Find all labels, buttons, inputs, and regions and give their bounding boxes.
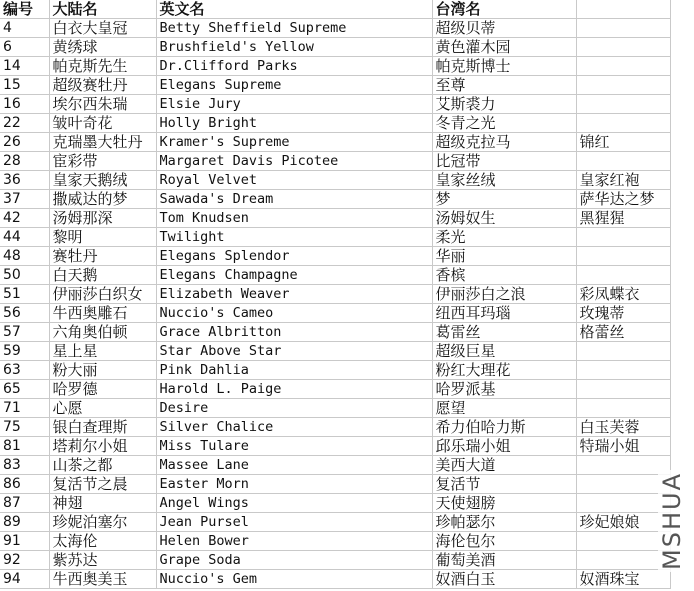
- cell-taiwan-name[interactable]: 超级克拉马: [432, 133, 576, 152]
- cell-english-name[interactable]: Dr.Clifford Parks: [156, 57, 432, 76]
- cell-english-name[interactable]: Miss Tulare: [156, 437, 432, 456]
- cell-mainland-name[interactable]: 神翅: [49, 494, 156, 513]
- cell-alias[interactable]: [576, 19, 670, 38]
- cell-mainland-name[interactable]: 山茶之都: [49, 456, 156, 475]
- cell-id[interactable]: 50: [0, 266, 49, 285]
- table-row: [0, 228, 670, 247]
- cell-english-name[interactable]: Nuccio's Cameo: [156, 304, 432, 323]
- cell-id[interactable]: 44: [0, 228, 49, 247]
- cell-alias[interactable]: [576, 494, 670, 513]
- cell-id[interactable]: 56: [0, 304, 49, 323]
- cell-alias[interactable]: [576, 361, 670, 380]
- cell-mainland-name[interactable]: 珍妮泊塞尔: [49, 513, 156, 532]
- cell-alias[interactable]: [576, 399, 670, 418]
- cell-english-name[interactable]: Royal Velvet: [156, 171, 432, 190]
- cell-taiwan-name[interactable]: 海伦包尔: [432, 532, 576, 551]
- header-cell-mainland-name[interactable]: 大陆名: [49, 0, 156, 19]
- cell-alias[interactable]: [576, 228, 670, 247]
- cell-taiwan-name[interactable]: 柔光: [432, 228, 576, 247]
- cell-mainland-name[interactable]: 黄绣球: [49, 38, 156, 57]
- cell-alias[interactable]: 玫瑰蒂: [576, 304, 670, 323]
- table-row: [0, 513, 670, 532]
- cell-id[interactable]: 71: [0, 399, 49, 418]
- cell-taiwan-name[interactable]: 天使翅膀: [432, 494, 576, 513]
- cell-id[interactable]: 81: [0, 437, 49, 456]
- cell-mainland-name[interactable]: 伊丽莎白织女: [49, 285, 156, 304]
- table-row: [0, 304, 670, 323]
- cell-english-name[interactable]: Elegans Supreme: [156, 76, 432, 95]
- cell-taiwan-name[interactable]: 香槟: [432, 266, 576, 285]
- cell-english-name[interactable]: Star Above Star: [156, 342, 432, 361]
- table-row: [0, 323, 670, 342]
- cell-taiwan-name[interactable]: 超级贝蒂: [432, 19, 576, 38]
- table-row: [0, 361, 670, 380]
- cell-mainland-name[interactable]: 帕克斯先生: [49, 57, 156, 76]
- cell-taiwan-name[interactable]: 艾斯裘力: [432, 95, 576, 114]
- cell-alias[interactable]: [576, 76, 670, 95]
- cell-id[interactable]: 16: [0, 95, 49, 114]
- cell-taiwan-name[interactable]: 奴酒白玉: [432, 570, 576, 589]
- cell-mainland-name[interactable]: 汤姆那深: [49, 209, 156, 228]
- cell-taiwan-name[interactable]: 超级巨星: [432, 342, 576, 361]
- table-row: [0, 475, 670, 494]
- cell-english-name[interactable]: Twilight: [156, 228, 432, 247]
- table-row: [0, 19, 670, 38]
- watermark-text: MSHUA: [658, 472, 686, 570]
- cell-id[interactable]: 26: [0, 133, 49, 152]
- cell-english-name[interactable]: Angel Wings: [156, 494, 432, 513]
- cell-taiwan-name[interactable]: 邱乐瑞小姐: [432, 437, 576, 456]
- cell-taiwan-name[interactable]: 冬青之光: [432, 114, 576, 133]
- cell-mainland-name[interactable]: 哈罗德: [49, 380, 156, 399]
- cell-mainland-name[interactable]: 宦彩带: [49, 152, 156, 171]
- cell-id[interactable]: 22: [0, 114, 49, 133]
- cell-mainland-name[interactable]: 黎明: [49, 228, 156, 247]
- cell-id[interactable]: 37: [0, 190, 49, 209]
- cell-alias[interactable]: 奴酒珠宝: [576, 570, 670, 589]
- cell-english-name[interactable]: Kramer's Supreme: [156, 133, 432, 152]
- table-row: [0, 342, 670, 361]
- cell-english-name[interactable]: Elegans Champagne: [156, 266, 432, 285]
- cell-id[interactable]: 4: [0, 19, 49, 38]
- cell-english-name[interactable]: Easter Morn: [156, 475, 432, 494]
- cell-id[interactable]: 14: [0, 57, 49, 76]
- header-cell-alias[interactable]: [576, 0, 670, 19]
- cell-alias[interactable]: [576, 152, 670, 171]
- cell-english-name[interactable]: Harold L. Paige: [156, 380, 432, 399]
- cell-alias[interactable]: [576, 95, 670, 114]
- cell-mainland-name[interactable]: 皇家天鹅绒: [49, 171, 156, 190]
- table-row: [0, 171, 670, 190]
- cell-id[interactable]: 92: [0, 551, 49, 570]
- cell-id[interactable]: 83: [0, 456, 49, 475]
- cell-id[interactable]: 28: [0, 152, 49, 171]
- table-row: [0, 418, 670, 437]
- header-cell-taiwan-name[interactable]: 台湾名: [432, 0, 576, 19]
- cell-english-name[interactable]: Elizabeth Weaver: [156, 285, 432, 304]
- cell-mainland-name[interactable]: 星上星: [49, 342, 156, 361]
- cell-alias[interactable]: [576, 380, 670, 399]
- cell-english-name[interactable]: Brushfield's Yellow: [156, 38, 432, 57]
- header-cell-id[interactable]: 编号: [0, 0, 49, 19]
- cell-alias[interactable]: 彩凤蝶衣: [576, 285, 670, 304]
- cell-english-name[interactable]: Tom Knudsen: [156, 209, 432, 228]
- cell-alias[interactable]: 特瑞小姐: [576, 437, 670, 456]
- cell-mainland-name[interactable]: 白衣大皇冠: [49, 19, 156, 38]
- cell-mainland-name[interactable]: 心愿: [49, 399, 156, 418]
- cell-taiwan-name[interactable]: 汤姆奴生: [432, 209, 576, 228]
- table-row: [0, 95, 670, 114]
- cell-alias[interactable]: [576, 114, 670, 133]
- cell-alias[interactable]: [576, 266, 670, 285]
- cell-mainland-name[interactable]: 撒威达的梦: [49, 190, 156, 209]
- cell-english-name[interactable]: Grace Albritton: [156, 323, 432, 342]
- cell-id[interactable]: 6: [0, 38, 49, 57]
- cell-alias[interactable]: [576, 38, 670, 57]
- header-cell-english-name[interactable]: 英文名: [156, 0, 432, 19]
- cell-id[interactable]: 36: [0, 171, 49, 190]
- cell-english-name[interactable]: Helen Bower: [156, 532, 432, 551]
- cell-taiwan-name[interactable]: 愿望: [432, 399, 576, 418]
- cell-taiwan-name[interactable]: 伊丽莎白之浪: [432, 285, 576, 304]
- cell-alias[interactable]: [576, 57, 670, 76]
- cell-id[interactable]: 65: [0, 380, 49, 399]
- cell-mainland-name[interactable]: 复活节之晨: [49, 475, 156, 494]
- table-row: [0, 152, 670, 171]
- cell-alias[interactable]: [576, 247, 670, 266]
- cell-taiwan-name[interactable]: 复活节: [432, 475, 576, 494]
- cell-alias[interactable]: [576, 456, 670, 475]
- cell-english-name[interactable]: Margaret Davis Picotee: [156, 152, 432, 171]
- table-row: [0, 133, 670, 152]
- cell-alias[interactable]: 格蕾丝: [576, 323, 670, 342]
- cell-alias[interactable]: 萨华达之梦: [576, 190, 670, 209]
- table-row: [0, 494, 670, 513]
- cell-taiwan-name[interactable]: 帕克斯博士: [432, 57, 576, 76]
- cell-mainland-name[interactable]: 皱叶奇花: [49, 114, 156, 133]
- cell-mainland-name[interactable]: 六角奥伯顿: [49, 323, 156, 342]
- cell-id[interactable]: 59: [0, 342, 49, 361]
- cell-english-name[interactable]: Betty Sheffield Supreme: [156, 19, 432, 38]
- cell-alias[interactable]: 白玉芙蓉: [576, 418, 670, 437]
- cell-mainland-name[interactable]: 塔莉尔小姐: [49, 437, 156, 456]
- cell-english-name[interactable]: Elsie Jury: [156, 95, 432, 114]
- cell-alias[interactable]: 皇家红袍: [576, 171, 670, 190]
- cell-taiwan-name[interactable]: 至尊: [432, 76, 576, 95]
- cell-english-name[interactable]: Sawada's Dream: [156, 190, 432, 209]
- cell-alias[interactable]: [576, 551, 670, 570]
- cell-taiwan-name[interactable]: 希力伯哈力斯: [432, 418, 576, 437]
- cell-english-name[interactable]: Grape Soda: [156, 551, 432, 570]
- cell-id[interactable]: 48: [0, 247, 49, 266]
- cell-taiwan-name[interactable]: 皇家丝绒: [432, 171, 576, 190]
- cell-alias[interactable]: [576, 475, 670, 494]
- cell-taiwan-name[interactable]: 葛雷丝: [432, 323, 576, 342]
- cell-taiwan-name[interactable]: 比冠带: [432, 152, 576, 171]
- cell-id[interactable]: 86: [0, 475, 49, 494]
- cell-alias[interactable]: [576, 532, 670, 551]
- cell-taiwan-name[interactable]: 哈罗派基: [432, 380, 576, 399]
- cell-english-name[interactable]: Massee Lane: [156, 456, 432, 475]
- table-row: [0, 551, 670, 570]
- cell-alias[interactable]: [576, 342, 670, 361]
- cell-alias[interactable]: 黑猩猩: [576, 209, 670, 228]
- cell-mainland-name[interactable]: 埃尔西朱瑞: [49, 95, 156, 114]
- table-row: [0, 570, 670, 589]
- cell-id[interactable]: 15: [0, 76, 49, 95]
- cell-id[interactable]: 89: [0, 513, 49, 532]
- cell-id[interactable]: 63: [0, 361, 49, 380]
- table-row: [0, 57, 670, 76]
- cell-english-name[interactable]: Silver Chalice: [156, 418, 432, 437]
- cell-mainland-name[interactable]: 粉大丽: [49, 361, 156, 380]
- cell-mainland-name[interactable]: 紫苏达: [49, 551, 156, 570]
- cell-english-name[interactable]: Holly Bright: [156, 114, 432, 133]
- table-row: [0, 380, 670, 399]
- cell-mainland-name[interactable]: 牛西奥美玉: [49, 570, 156, 589]
- table-row: [0, 532, 670, 551]
- cell-english-name[interactable]: Desire: [156, 399, 432, 418]
- cell-mainland-name[interactable]: 牛西奥雕石: [49, 304, 156, 323]
- cell-english-name[interactable]: Nuccio's Gem: [156, 570, 432, 589]
- cell-taiwan-name[interactable]: 葡萄美酒: [432, 551, 576, 570]
- table-row: [0, 399, 670, 418]
- cell-id[interactable]: 91: [0, 532, 49, 551]
- cell-taiwan-name[interactable]: 粉红大理花: [432, 361, 576, 380]
- cell-taiwan-name[interactable]: 珍帕瑟尔: [432, 513, 576, 532]
- cell-mainland-name[interactable]: 银白查理斯: [49, 418, 156, 437]
- cell-mainland-name[interactable]: 赛牡丹: [49, 247, 156, 266]
- cell-mainland-name[interactable]: 克瑞墨大牡丹: [49, 133, 156, 152]
- header-row: [0, 0, 670, 19]
- table-row: [0, 38, 670, 57]
- cell-taiwan-name[interactable]: 梦: [432, 190, 576, 209]
- cell-id[interactable]: 57: [0, 323, 49, 342]
- cell-taiwan-name[interactable]: 纽西耳玛瑙: [432, 304, 576, 323]
- cell-id[interactable]: 42: [0, 209, 49, 228]
- cell-taiwan-name[interactable]: 美西大道: [432, 456, 576, 475]
- table-row: [0, 190, 670, 209]
- cell-mainland-name[interactable]: 太海伦: [49, 532, 156, 551]
- cell-mainland-name[interactable]: 白天鹅: [49, 266, 156, 285]
- table-row: [0, 209, 670, 228]
- cell-id[interactable]: 94: [0, 570, 49, 589]
- cell-alias[interactable]: 珍妃娘娘: [576, 513, 670, 532]
- cell-taiwan-name[interactable]: 黄色灌木园: [432, 38, 576, 57]
- cell-id[interactable]: 51: [0, 285, 49, 304]
- cell-id[interactable]: 75: [0, 418, 49, 437]
- cell-english-name[interactable]: Jean Pursel: [156, 513, 432, 532]
- cell-english-name[interactable]: Elegans Splendor: [156, 247, 432, 266]
- table-row: [0, 114, 670, 133]
- table-row: [0, 266, 670, 285]
- cell-english-name[interactable]: Pink Dahlia: [156, 361, 432, 380]
- table-row: [0, 437, 670, 456]
- table-row: [0, 285, 670, 304]
- cell-taiwan-name[interactable]: 华丽: [432, 247, 576, 266]
- cell-id[interactable]: 87: [0, 494, 49, 513]
- cell-mainland-name[interactable]: 超级赛牡丹: [49, 76, 156, 95]
- cell-alias[interactable]: 锦红: [576, 133, 670, 152]
- table-row: [0, 76, 670, 95]
- table-row: [0, 456, 670, 475]
- table-row: [0, 247, 670, 266]
